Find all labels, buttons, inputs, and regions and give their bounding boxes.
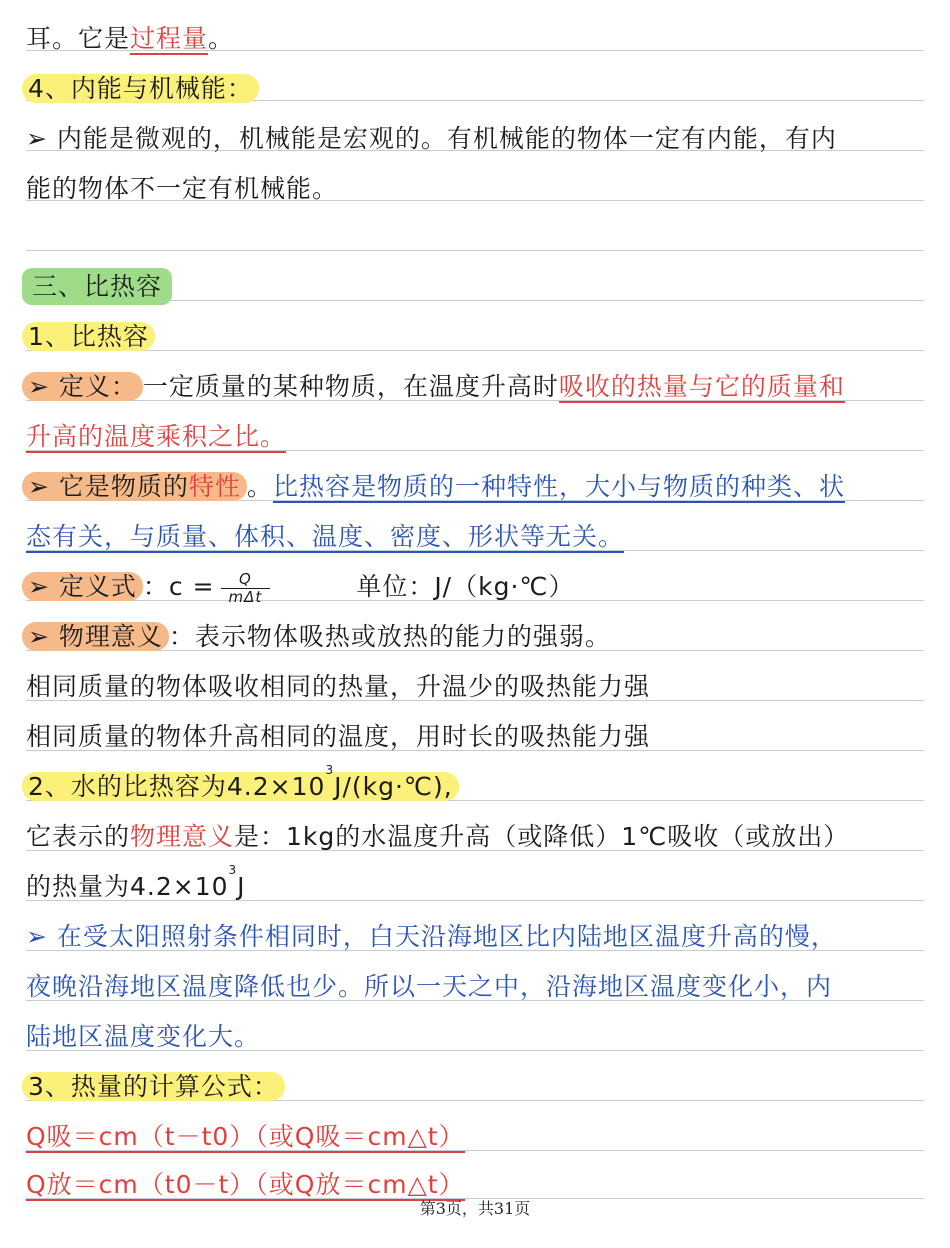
- text-segment: 。: [208, 24, 235, 53]
- ruled-line: [26, 250, 924, 251]
- formula-absorb: Q吸＝cm（t－t0）（或Q吸＝cm△t）: [26, 1122, 465, 1151]
- text-segment: 它表示的: [26, 822, 131, 851]
- paragraph-line: ➢ 内能是微观的，机械能是宏观的。有机械能的物体一定有内能，有内: [26, 124, 837, 153]
- formula-release: Q放＝cm（t0－t）（或Q放＝cm△t）: [26, 1170, 465, 1199]
- fraction-denominator: mΔt: [228, 587, 263, 606]
- label-property: ➢ 它是物质的特性: [22, 472, 247, 501]
- property-explanation: 态有关，与质量、体积、温度、密度、形状等无关。: [26, 522, 625, 551]
- subheading-specific-heat: [26, 314, 924, 360]
- keyword-physical-meaning: 物理意义: [130, 822, 235, 851]
- property-explanation: 比热容是物质的一种特性，大小与物质的种类、状: [272, 472, 845, 501]
- text-segment: 一定质量的某种物质，在温度升高时: [142, 372, 559, 401]
- formula-line: [26, 564, 924, 610]
- text-segment: 。: [246, 472, 273, 501]
- blue-paragraph-line: 夜晚沿海地区温度降低也少。所以一天之中，沿海地区温度变化小，内: [26, 972, 833, 1001]
- section-highlight: 三、比热容: [22, 268, 172, 305]
- definition-line: [26, 414, 924, 460]
- text-segment: ：表示物体吸热或放热的能力的强弱。: [168, 622, 611, 651]
- formula-lhs: ：c =: [142, 572, 215, 601]
- paragraph-line: 能的物体不一定有机械能。: [26, 174, 339, 203]
- property-line: [26, 464, 924, 510]
- paragraph-line: 的热量为$4.2\times 10^3J$: [26, 863, 246, 901]
- text-segment: 是：1kg的水温度升高（或降低）1℃吸收（或放出）: [234, 822, 850, 851]
- heading-highlight: 3、热量的计算公式：: [22, 1072, 285, 1101]
- keyword-characteristic: 特性: [188, 472, 241, 501]
- definition-line: [26, 364, 924, 410]
- label-definition: ➢ 定义：: [22, 372, 143, 401]
- blue-paragraph-line: 陆地区温度变化大。: [26, 1022, 261, 1051]
- formula-absorb-line: [26, 1114, 924, 1160]
- fraction-numerator: Q: [221, 571, 271, 589]
- keyword-definition: 吸收的热量与它的质量和: [558, 372, 845, 401]
- unit-text: 单位：J/（kg·℃）: [356, 572, 575, 601]
- subheading-heat-formula: [26, 1064, 924, 1110]
- formula-fraction: [221, 571, 271, 606]
- heading-highlight: 1、比热容: [22, 322, 155, 351]
- meaning-line: [26, 614, 924, 660]
- paragraph-line: 相同质量的物体吸收相同的热量，升温少的吸热能力强: [26, 672, 651, 701]
- label-physical-meaning: ➢ 物理意义: [22, 622, 169, 651]
- blue-paragraph-line: ➢ 在受太阳照射条件相同时，白天沿海地区比内陆地区温度升高的慢，: [26, 922, 837, 951]
- page-footer: 第3页，共31页: [419, 1199, 531, 1218]
- subheading-water-specific-heat: [26, 764, 924, 810]
- heading-highlight: 2、水的比热容为$4.2\times 10^3J/(kg\cdot℃)$,: [22, 772, 459, 801]
- text-line: [26, 16, 924, 62]
- heading-internal-vs-mechanical: [26, 66, 924, 112]
- text-segment: 耳。它是: [26, 24, 131, 53]
- keyword-process-quantity: 过程量: [130, 24, 209, 53]
- label-formula: ➢ 定义式: [22, 572, 143, 601]
- paragraph-line: 相同质量的物体升高相同的温度，用时长的吸热能力强: [26, 722, 651, 751]
- heading-highlight: 4、内能与机械能：: [22, 74, 259, 103]
- property-line: [26, 514, 924, 560]
- section-title: [26, 264, 924, 310]
- keyword-definition: 升高的温度乘积之比。: [26, 422, 287, 451]
- paragraph-line: [26, 814, 924, 860]
